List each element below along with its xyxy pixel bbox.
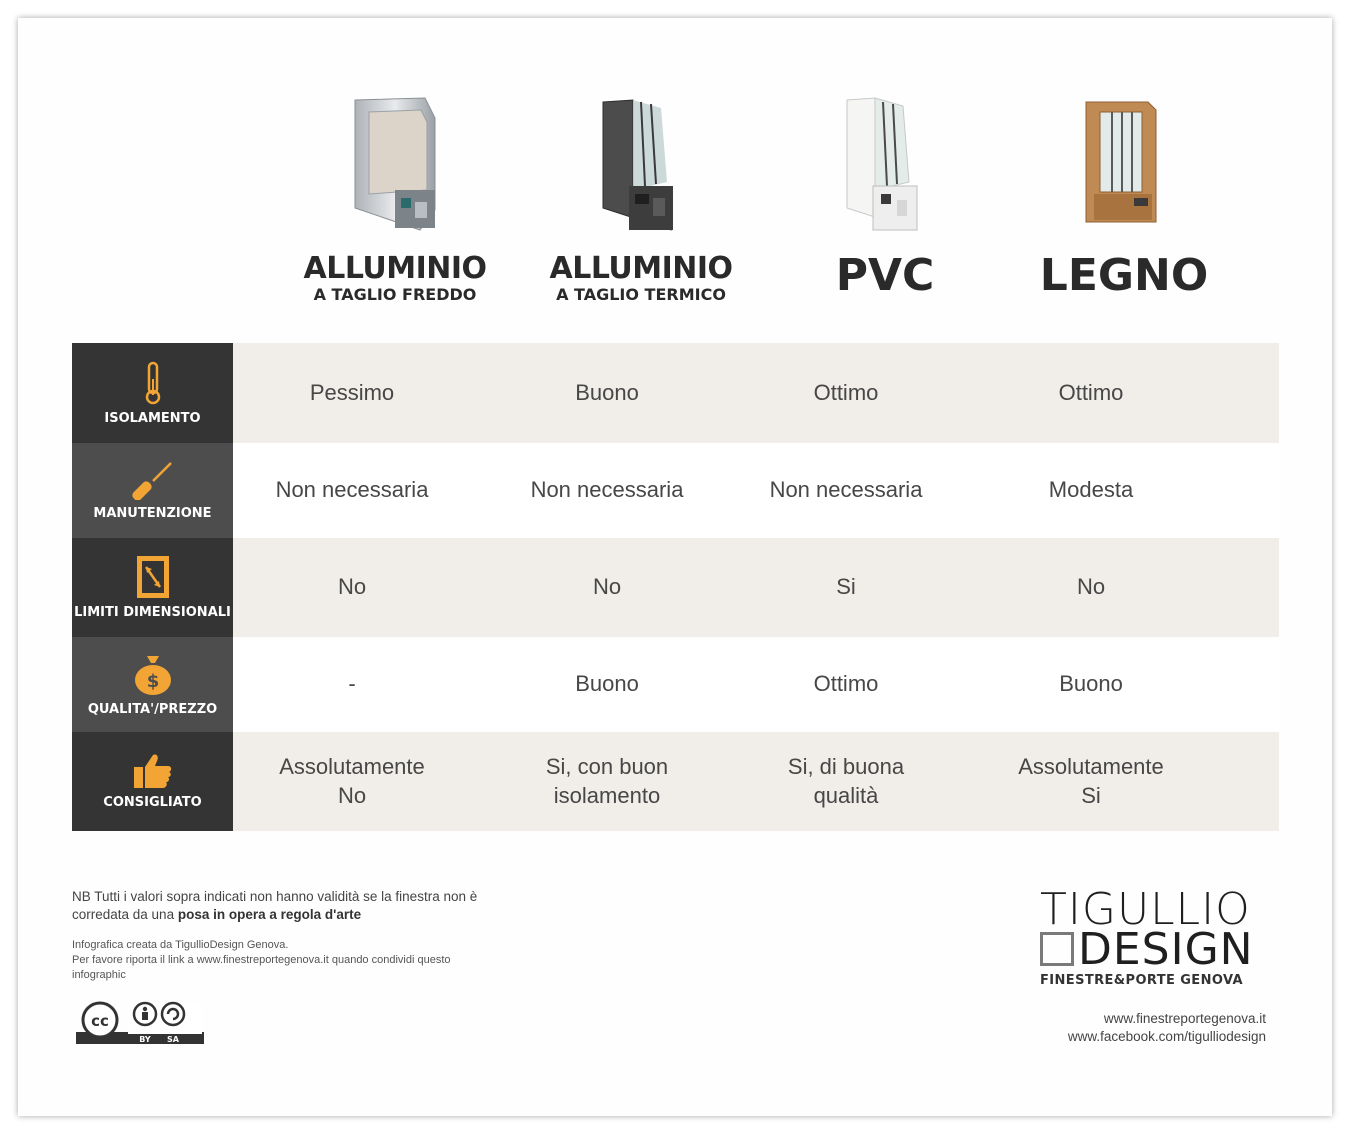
table-cell: Si, con buon isolamento <box>545 753 669 808</box>
product-name: LEGNO <box>1039 250 1209 301</box>
share-alike-icon <box>162 1003 184 1025</box>
sa-label: SA <box>167 1035 179 1044</box>
aluminium-cold-window-profile-icon <box>335 90 455 240</box>
table-cell: Buono <box>575 379 639 405</box>
table-cell: Buono <box>575 671 639 697</box>
logo-square-icon <box>1040 932 1074 966</box>
table-cell: Si <box>836 574 856 600</box>
table-cell: No <box>592 574 622 600</box>
table-cell: Assolutamente Si <box>1018 753 1164 808</box>
table-cell: Assolutamente No <box>279 753 425 808</box>
row-header <box>72 732 233 831</box>
table-cell: Pessimo <box>309 379 395 405</box>
brand-line1: TIGULLIO <box>1040 884 1251 935</box>
table-cell: Si, di buona qualità <box>787 753 905 808</box>
row-header <box>72 637 233 732</box>
product-legno <box>1004 90 1244 299</box>
table-cell: Non necessaria <box>530 477 684 503</box>
brand-tagline: FINESTRE&PORTE GENOVA <box>1040 973 1243 988</box>
table-cell: Buono <box>1059 671 1123 697</box>
tigullio-design-logo <box>1040 884 1266 988</box>
product-name: PVC <box>835 250 935 301</box>
dimension-frame-icon <box>136 555 170 599</box>
table-row-limiti <box>72 538 1279 637</box>
pvc-window-profile-icon <box>825 90 945 240</box>
table-cell: Ottimo <box>1058 379 1124 405</box>
credit-text <box>72 938 472 983</box>
table-cell: Modesta <box>1048 477 1134 503</box>
row-header <box>72 343 233 443</box>
thumbs-up-icon <box>133 753 173 789</box>
row-label: CONSIGLIATO <box>103 795 202 810</box>
table-row-manutenzione <box>72 443 1279 538</box>
table-cell: No <box>1076 574 1106 600</box>
table-cell: - <box>348 671 356 697</box>
table-row-consigliato <box>72 732 1279 831</box>
aluminium-thermal-window-profile-icon <box>581 90 701 240</box>
footer-note <box>72 888 492 983</box>
facebook-link[interactable]: www.facebook.com/tigulliodesign <box>1067 1029 1266 1044</box>
product-alluminio-termico <box>521 90 761 304</box>
wood-window-profile-icon <box>1064 90 1184 240</box>
by-label: BY <box>139 1035 151 1044</box>
table-row-isolamento <box>72 343 1279 443</box>
cc-icon: cc <box>91 1012 109 1030</box>
thermometer-icon <box>143 361 163 405</box>
table-cell: Ottimo <box>813 671 879 697</box>
product-name: ALLUMINIO <box>549 251 733 286</box>
footer-links <box>1068 1010 1266 1046</box>
nb-text: NB Tutti i valori sopra indicati non hanno validità se la finestra non è corredata da una <box>72 889 478 922</box>
nb-disclaimer <box>72 888 492 924</box>
nb-bold-text: posa in opera a regola d'arte <box>177 907 362 922</box>
credit-line: Infografica creata da TigullioDesign Genova. <box>72 939 289 951</box>
row-label: LIMITI DIMENSIONALI <box>74 605 231 620</box>
row-label: ISOLAMENTO <box>104 410 201 426</box>
product-alluminio-freddo <box>275 90 515 304</box>
row-header <box>72 538 233 637</box>
screwdriver-icon <box>131 460 175 500</box>
website-link[interactable]: www.finestreportegenova.it <box>1103 1011 1266 1026</box>
table-cell: No <box>337 574 367 600</box>
product-pvc <box>765 90 1005 299</box>
product-name: ALLUMINIO <box>303 251 487 286</box>
table-cell: Non necessaria <box>275 477 429 503</box>
cc-license-badge[interactable] <box>76 998 204 1044</box>
money-bag-icon <box>133 652 173 696</box>
row-label: MANUTENZIONE <box>93 506 212 521</box>
table-cell: Non necessaria <box>769 477 923 503</box>
product-subtitle: A TAGLIO TERMICO <box>556 285 726 304</box>
row-label: QUALITA'/PREZZO <box>87 702 218 717</box>
table-row-qualita-prezzo <box>72 637 1279 732</box>
comparison-table <box>72 343 1279 831</box>
product-subtitle: A TAGLIO FREDDO <box>313 285 477 304</box>
row-header <box>72 443 233 538</box>
table-cell: Ottimo <box>813 379 879 405</box>
brand-line2: DESIGN <box>1078 924 1254 975</box>
svg-text:$: $ <box>146 671 159 692</box>
credit-line: Per favore riporta il link a www.finestreportegenova.it quando condividi questo infographic <box>72 954 451 981</box>
